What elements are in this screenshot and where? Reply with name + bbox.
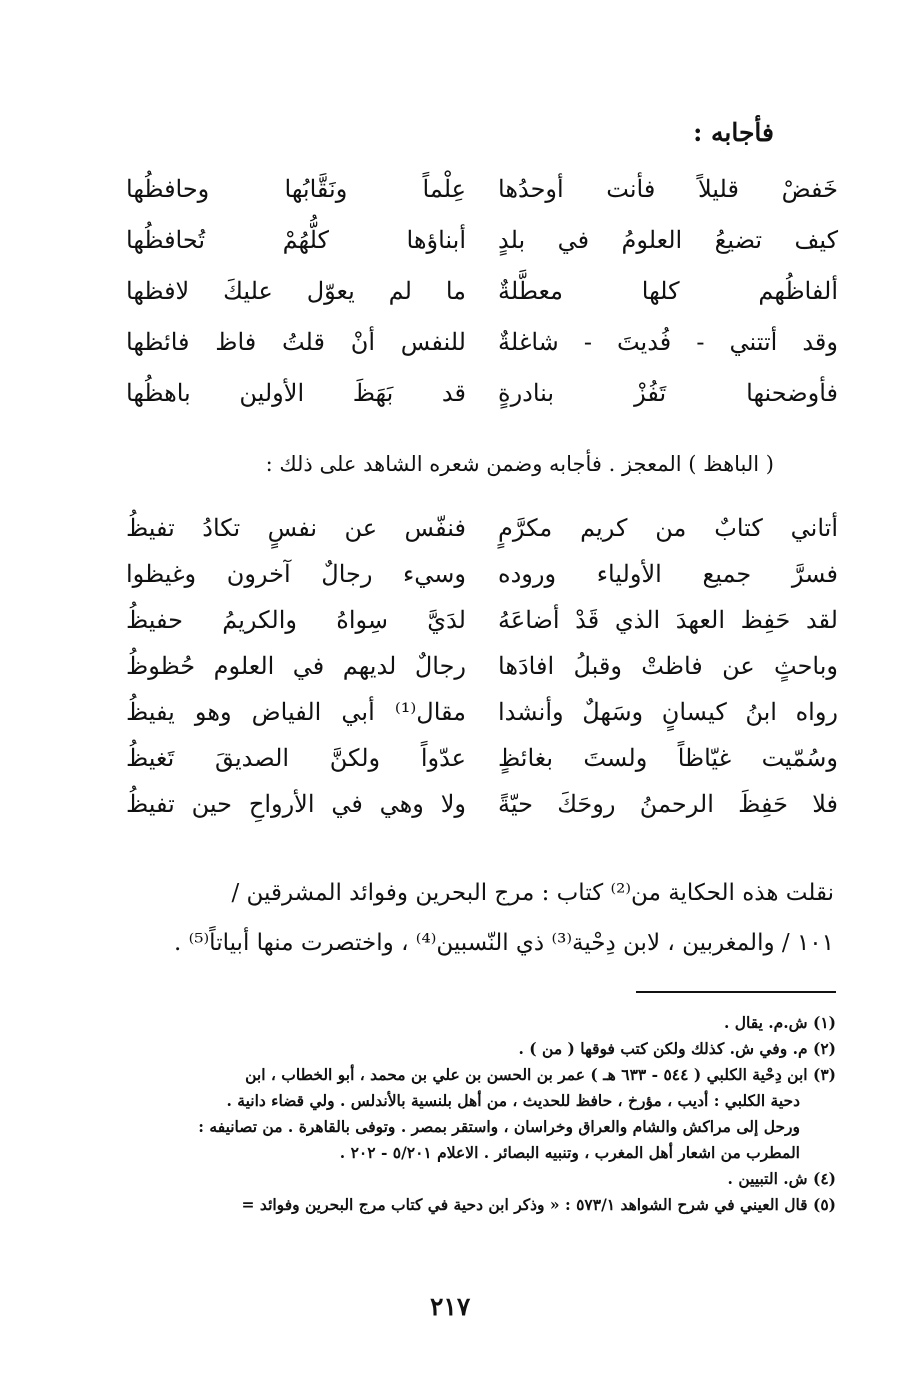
paragraph-line: ١٠١ / والمغربين ، لابن دِحْية⁽³⁾ ذي النّسبين⁽⁴⁾ ، واختصرت منها أبياتاً⁽⁵⁾ . [174,930,834,956]
verse-first-hemistich: وقد أتتني - فُديتَ - شاغلةٌ [498,327,838,356]
verse [126,505,838,551]
source-paragraph [124,868,834,968]
verse-second-hemistich: عِلْماً ونَقَّابُها وحافظُها [126,174,466,203]
verse-first-hemistich: وسُمّيت غيّاظاً ولستَ بغائظٍ [498,744,838,772]
verse-second-hemistich: لدَيَّ سِواهُ والكريمُ حفيظُ [126,606,466,634]
verse-first-hemistich: لقد حَفِظ العهدَ الذي قَدْ أضاعَهُ [498,606,838,634]
footnote-5: (٥) قال العيني في شرح الشواهد ٥٧٣/١ : « وذكر ابن دحية في كتاب مرج البحرين وفوائد = [241,1195,836,1214]
intro-line: فأجابه : [693,118,774,147]
footnote-3-continuation: ورحل إلى مراكش والشام والعراق وخراسان ، واستقر بمصر . وتوفى بالقاهرة . من تصانيفه : [198,1117,800,1136]
verse-first-hemistich: رواه ابنُ كيسانٍ وسَهلٌ وأنشدا [498,698,838,726]
verse-second-hemistich: رجالٌ لديهم في العلوم حُظوظُ [126,652,466,680]
footnote-1: (١) ش.م. يقال . [723,1013,836,1032]
footnotes [126,1010,836,1218]
verse-second-hemistich: ولا وهي في الأرواحِ حين تفيظُ [126,790,466,818]
verse-second-hemistich: ما لم يعوّل عليكَ لافظها [126,276,466,305]
verse [126,214,838,265]
verse [126,597,838,643]
footnote-2: (٢) م. وفي ش. كذلك ولكن كتب فوقها ( من ) . [518,1039,836,1058]
verse [126,689,838,735]
verse-second-hemistich: عدّواً ولكنَّ الصديقَ تَغيظُ [126,744,466,772]
verse [126,643,838,689]
verse-first-hemistich: أتاني كتابٌ من كريم مكرَّمٍ [498,514,838,542]
footnote-3-continuation: المطرب من اشعار أهل المغرب ، وتنبيه البصائر . الاعلام ٥/٢٠١ - ٢٠٢ . [339,1143,800,1162]
poem-first [126,163,838,418]
verse-first-hemistich: وباحثٍ عن فاظتْ وقبلُ افادَها [498,652,838,680]
verse [126,735,838,781]
page-number: ٢١٧ [430,1292,471,1321]
verse [126,265,838,316]
verse-second-hemistich: وسيء رجالٌ آخرون وغيظوا [126,560,466,588]
verse-second-hemistich: فنفّس عن نفسٍ تكادُ تفيظُ [126,514,466,542]
footnote-3-continuation: دحية الكلبي : أديب ، مؤرخ ، حافظ للحديث ، من أهل بلنسية بالأندلس . ولي قضاء دانية . [226,1091,800,1110]
verse [126,781,838,827]
verse-first-hemistich: فأوضحنها تَفُزْ بنادرةٍ [498,378,838,407]
footnote-3: (٣) ابن دِحْية الكلبي ( ٥٤٤ - ٦٣٣ هـ ) عمر بن الحسن بن علي بن محمد ، أبو الخطاب ، ابن [245,1065,836,1084]
verse-second-hemistich: أبناؤها كلُّهُمْ تُحافظُها [126,225,466,254]
paragraph-line: نقلت هذه الحكاية من⁽²⁾ كتاب : مرج البحرين وفوائد المشرقين / [231,880,834,906]
verse-first-hemistich: خَفضْ قليلاً فأنت أوحدُها [498,174,838,203]
verse [126,367,838,418]
verse [126,316,838,367]
verse-first-hemistich: كيف تضيعُ العلومُ في بلدٍ [498,225,838,254]
verse-second-hemistich: للنفس أنْ قلتُ فاظ فائظها [126,327,466,356]
verse-first-hemistich: فسرَّ جميع الأولياء وروده [498,560,838,588]
verse [126,163,838,214]
gloss-note: ( الباهظ ) المعجز . فأجابه وضمن شعره الشاهد على ذلك : [265,452,774,476]
poem-second [126,505,838,827]
verse-first-hemistich: فلا حَفِظَ الرحمنُ روحَكَ حيّةً [498,790,838,818]
verse-first-hemistich: ألفاظُهم كلها معطَّلةٌ [498,276,838,305]
verse-second-hemistich: مقال⁽¹⁾ أبي الفياض وهو يفيظُ [126,698,466,726]
footnote-4: (٤) ش. التبيين . [727,1169,836,1188]
footnote-divider [636,991,836,993]
verse [126,551,838,597]
verse-second-hemistich: قد بَهَظَ الأولين باهظُها [126,378,466,407]
